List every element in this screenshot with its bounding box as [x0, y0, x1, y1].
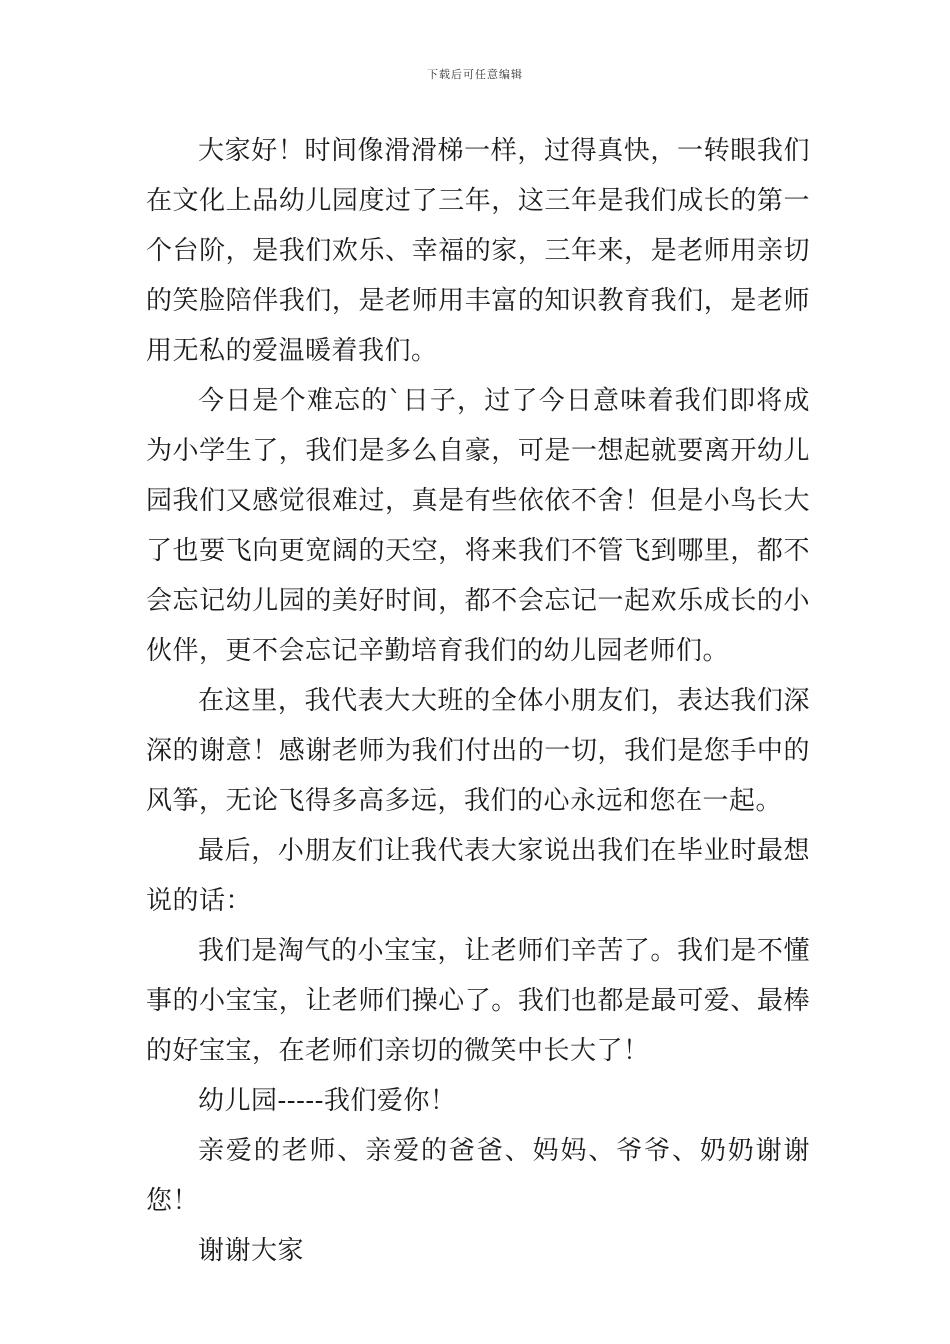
paragraph-babies: 我们是淘气的小宝宝，让老师们辛苦了。我们是不懂事的小宝宝，让老师们操心了。我们也都是最可爱、最棒的好宝宝，在老师们亲切的微笑中长大了！	[146, 936, 810, 1066]
paragraph-thanks: 在这里，我代表大大班的全体小朋友们，表达我们深深的谢意！感谢老师为我们付出的一切，我们是您手中的风筝，无论飞得多高多远，我们的心永远和您在一起。	[146, 686, 810, 816]
paragraph-love-kindergarten: 幼儿园-----我们爱你！	[198, 1086, 457, 1116]
paragraph-greeting: 大家好！时间像滑滑梯一样，过得真快，一转眼我们在文化上品幼儿园度过了三年，这三年是我们成长的第一个台阶，是我们欢乐、幸福的家，三年来，是老师用亲切的笑脸陪伴我们，是老师用丰富的知识教育我们，是老师用无私的爱温暖着我们。	[146, 136, 810, 366]
header-note: 下载后可任意编辑	[427, 68, 523, 81]
paragraph-thank-family: 亲爱的老师、亲爱的爸爸、妈妈、爷爷、奶奶谢谢您！	[146, 1136, 810, 1216]
document-body	[146, 126, 810, 1276]
paragraph-memorable-day: 今日是个难忘的`日子，过了今日意味着我们即将成为小学生了，我们是多么自豪，可是一想起就要离开幼儿园我们又感觉很难过，真是有些依依不舍！但是小鸟长大了也要飞向更宽阔的天空，将来我们不管飞到哪里，都不会忘记幼儿园的美好时间，都不会忘记一起欢乐成长的小伙伴，更不会忘记辛勤培育我们的幼儿园老师们。	[146, 386, 810, 666]
paragraph-thank-everyone: 谢谢大家	[198, 1236, 305, 1266]
paragraph-finally: 最后，小朋友们让我代表大家说出我们在毕业时最想说的话：	[146, 836, 810, 916]
